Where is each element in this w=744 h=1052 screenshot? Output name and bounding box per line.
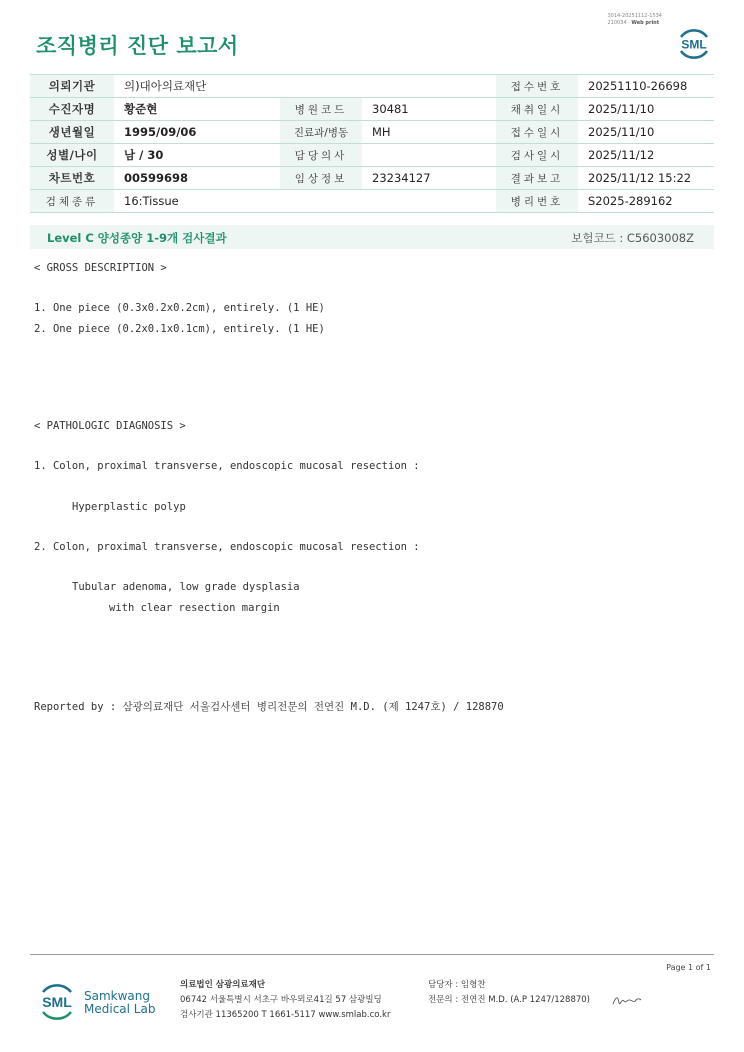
label-requesting-org: 의뢰기관 <box>30 75 114 98</box>
specialist: 전문의 : 전연진 M.D. (A.P 1247/128870) <box>428 995 590 1005</box>
gross-item-2: 2. One piece (0.2x0.1x0.1cm), entirely. (1 HE) <box>34 323 325 335</box>
manager: 담당자 : 임형찬 <box>428 980 486 990</box>
brand-line2: Medical Lab <box>84 1002 156 1016</box>
diagnosis-result-2b: with clear resection margin <box>109 602 280 614</box>
info-row <box>30 98 714 121</box>
info-row <box>30 167 714 190</box>
diagnosis-result-2a: Tubular adenoma, low grade dysplasia <box>72 581 300 593</box>
value-patient-name: 황준현 <box>114 98 280 121</box>
value-result-report: 2025/11/12 15:22 <box>578 167 714 190</box>
diagnosis-result-1: Hyperplastic polyp <box>72 501 186 513</box>
signature-image <box>612 994 642 1008</box>
info-row <box>30 75 714 98</box>
label-collection-date: 채취일시 <box>496 98 578 121</box>
label-doctor: 담당의사 <box>280 144 362 167</box>
label-department: 진료과/병동 <box>280 121 362 144</box>
label-birth-date: 생년월일 <box>30 121 114 144</box>
org-address: 06742 서울특별시 서초구 바우뫼로41길 57 삼광빌딩 <box>180 995 382 1005</box>
print-id-line2: 210034 <box>607 20 627 26</box>
brand-line1: Samkwang <box>84 989 150 1003</box>
value-specimen-type: 16:Tissue <box>114 190 496 213</box>
value-birth-date: 1995/09/06 <box>114 121 280 144</box>
label-clinical-info: 임상정보 <box>280 167 362 190</box>
brand-name <box>84 990 155 1016</box>
footer-divider <box>30 954 714 955</box>
pathologic-diagnosis-header: < PATHOLOGIC DIAGNOSIS > <box>34 420 186 432</box>
info-row <box>30 121 714 144</box>
label-hospital-code: 병원코드 <box>280 98 362 121</box>
value-receipt-number: 20251110-26698 <box>578 75 714 98</box>
label-receipt-number: 접수번호 <box>496 75 578 98</box>
label-sex-age: 성별/나이 <box>30 144 114 167</box>
web-print-label: Web print <box>631 20 660 26</box>
sml-logo <box>675 25 713 63</box>
gross-item-1: 1. One piece (0.3x0.2x0.2cm), entirely. (1 HE) <box>34 302 325 314</box>
patient-info-table <box>30 74 714 213</box>
value-collection-date: 2025/11/10 <box>578 98 714 121</box>
label-test-date: 검사일시 <box>496 144 578 167</box>
value-doctor <box>362 144 496 167</box>
print-id: 3014-20251112-1534 210034 · Web print <box>607 13 662 26</box>
label-receipt-date: 접수일시 <box>496 121 578 144</box>
label-chart-number: 차트번호 <box>30 167 114 190</box>
print-id-line1: 3014-20251112-1534 <box>607 13 662 19</box>
value-pathology-number: S2025-289162 <box>578 190 714 213</box>
value-hospital-code: 30481 <box>362 98 496 121</box>
value-clinical-info: 23234127 <box>362 167 496 190</box>
page-number: Page 1 of 1 <box>666 963 711 972</box>
label-patient-name: 수진자명 <box>30 98 114 121</box>
value-department: MH <box>362 121 496 144</box>
reported-by: Reported by : 삼광의료재단 서울검사센터 병리전문의 전연진 M.D. (제 1247호) / 128870 <box>34 701 504 713</box>
label-specimen-type: 검체종류 <box>30 190 114 213</box>
label-result-report: 결과보고 <box>496 167 578 190</box>
org-name: 의료법인 삼광의료재단 <box>180 980 266 990</box>
footer-org-block <box>180 978 390 1023</box>
test-name: Level C 양성종양 1-9개 검사결과 <box>47 231 227 245</box>
sml-footer-logo <box>36 978 78 1026</box>
value-chart-number: 00599698 <box>114 167 280 190</box>
value-receipt-date: 2025/11/10 <box>578 121 714 144</box>
org-contact: 검사기관 11365200 T 1661-5117 www.smlab.co.kr <box>180 1010 391 1020</box>
diagnosis-item-2: 2. Colon, proximal transverse, endoscopic mucosal resection : <box>34 541 420 553</box>
value-requesting-org: 의)대아의료재단 <box>114 75 496 98</box>
label-pathology-number: 병리번호 <box>496 190 578 213</box>
info-row <box>30 144 714 167</box>
value-test-date: 2025/11/12 <box>578 144 714 167</box>
sml-footer-logo-text: SML <box>42 994 72 1010</box>
value-sex-age: 남 / 30 <box>114 144 280 167</box>
sml-logo-text: SML <box>681 37 707 52</box>
info-row <box>30 190 714 213</box>
diagnosis-item-1: 1. Colon, proximal transverse, endoscopic mucosal resection : <box>34 460 420 472</box>
report-title: 조직병리 진단 보고서 <box>36 34 239 58</box>
footer-staff-block <box>428 978 590 1008</box>
gross-description-header: < GROSS DESCRIPTION > <box>34 262 167 274</box>
insurance-code: 보험코드 : C5603008Z <box>571 231 694 245</box>
